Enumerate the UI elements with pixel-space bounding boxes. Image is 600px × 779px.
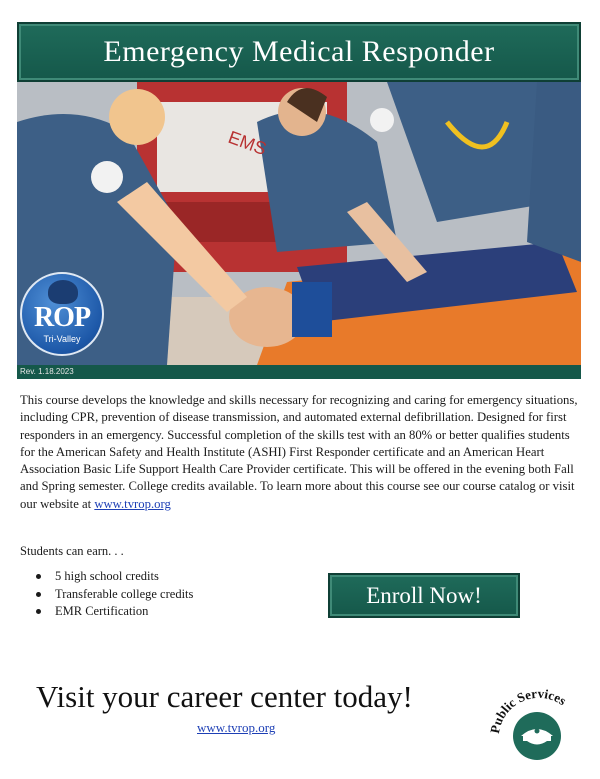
website-link[interactable]: www.tvrop.org: [94, 496, 171, 511]
bullet-icon: [36, 574, 41, 579]
list-item-label: Transferable college credits: [55, 586, 194, 601]
page-title: Emergency Medical Responder: [103, 35, 495, 68]
revision-bar: [17, 365, 581, 379]
visit-headline: Visit your career center today!: [36, 679, 413, 714]
list-item: [36, 603, 193, 621]
title-banner: [17, 22, 581, 82]
public-services-badge: [487, 674, 587, 766]
list-item-label: EMR Certification: [55, 604, 149, 618]
bullet-icon: [36, 592, 41, 597]
list-item: [36, 586, 193, 604]
list-item: [36, 568, 193, 586]
students-earn-intro: Students can earn. . .: [20, 544, 124, 558]
logo-subtitle: Tri-Valley: [43, 334, 81, 344]
list-item-label: 5 high school credits: [55, 569, 159, 583]
footer-website-link[interactable]: www.tvrop.org: [197, 720, 276, 735]
enroll-now-button[interactable]: Enroll Now!: [328, 573, 520, 618]
badge-label: Public Services: [487, 685, 570, 735]
bullet-icon: [36, 609, 41, 614]
course-description: [20, 392, 582, 513]
tree-icon: [48, 280, 78, 304]
truck-lettering: EMS: [225, 126, 270, 160]
benefits-list: [36, 568, 193, 621]
rop-tri-valley-logo: [20, 272, 104, 356]
revision-label: Rev. 1.18.2023: [20, 367, 74, 376]
description-text: This course develops the knowledge and skills necessary for recognizing and caring for emergency situations, including CPR, prevention of disease transmission, and automated external defibrillation. Designed for first responders in an emergency. Successful completion of the skills test with an 80% or better qualifies students for the American Safety and Health Institute (ASHI) First Responder certificate and an American Heart Association Basic Life Support Health Care Provider certificate. This will be offered in the evening both Fall and Spring semester. College credits available. To learn more about this course see our course catalog or visit our website at: [20, 393, 578, 511]
logo-name: ROP: [33, 302, 91, 333]
